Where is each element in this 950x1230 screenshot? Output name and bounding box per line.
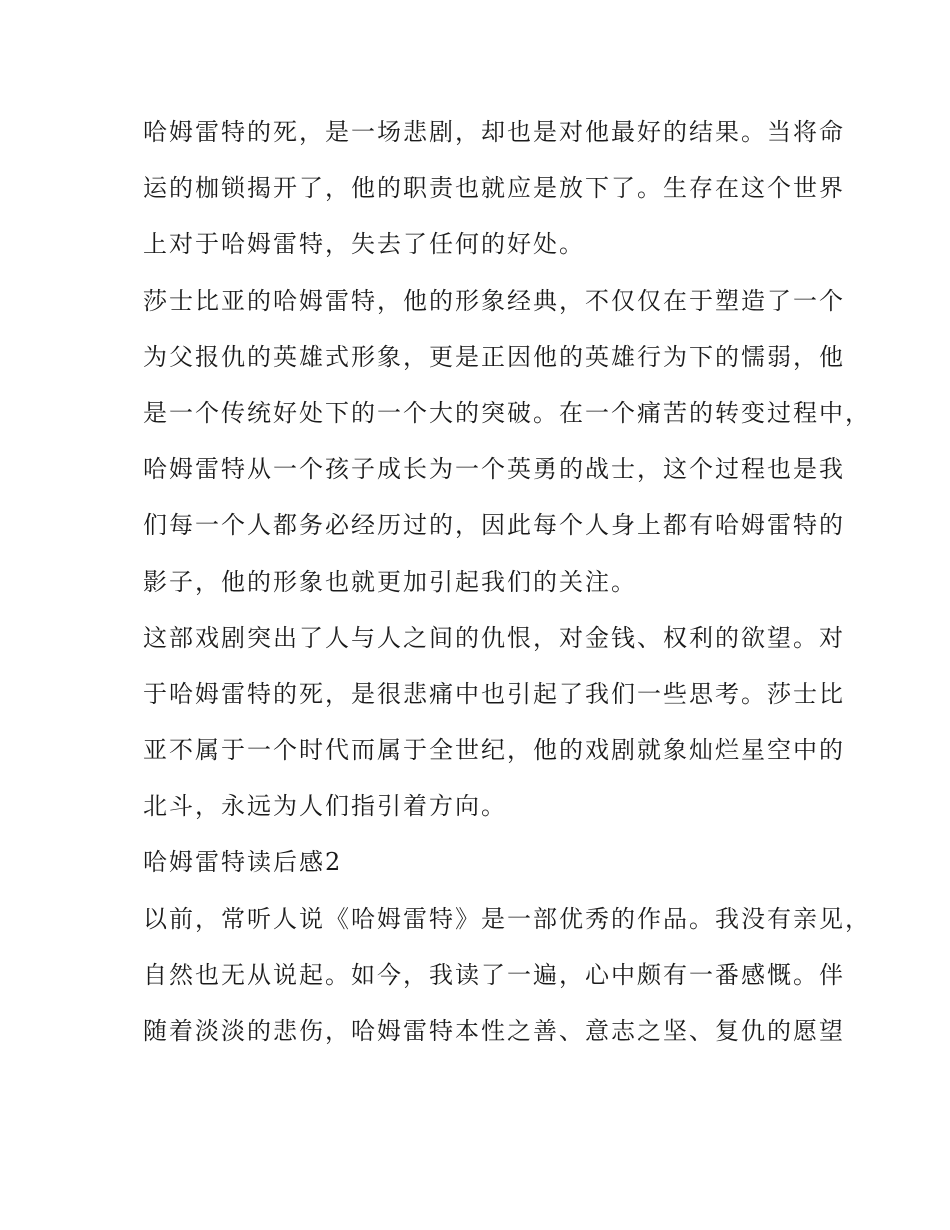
- text-line: 是一个传统好处下的一个大的突破。在一个痛苦的转变过程中，: [143, 398, 871, 427]
- text-line: 运的枷锁揭开了，他的职责也就应是放下了。生存在这个世界: [143, 174, 845, 203]
- text-line: 以前，常听人说《哈姆雷特》是一部优秀的作品。我没有亲见，: [143, 904, 871, 933]
- text-line: 为父报仇的英雄式形象，更是正因他的英雄行为下的懦弱，他: [143, 342, 845, 371]
- document-body: [143, 104, 871, 1059]
- text-line: 于哈姆雷特的死，是很悲痛中也引起了我们一些思考。莎士比: [143, 679, 845, 708]
- text-line: 们每一个人都务必经历过的，因此每个人身上都有哈姆雷特的: [143, 511, 845, 540]
- text-line: 莎士比亚的哈姆雷特，他的形象经典，不仅仅在于塑造了一个: [143, 286, 845, 315]
- section-heading: 哈姆雷特读后感2: [143, 848, 343, 877]
- text-line: 随着淡淡的悲伤，哈姆雷特本性之善、意志之坚、复仇的愿望: [143, 1017, 845, 1045]
- text-line: 自然也无从说起。如今，我读了一遍，心中颇有一番感慨。伴: [143, 960, 845, 989]
- text-line: 影子，他的形象也就更加引起我们的关注。: [143, 567, 637, 596]
- text-line: 北斗，永远为人们指引着方向。: [143, 792, 507, 821]
- text-line: 上对于哈姆雷特，失去了任何的好处。: [143, 230, 585, 259]
- text-line: 这部戏剧突出了人与人之间的仇恨，对金钱、权利的欲望。对: [143, 623, 845, 652]
- text-line: 亚不属于一个时代而属于全世纪，他的戏剧就象灿烂星空中的: [143, 736, 845, 765]
- text-line: 哈姆雷特从一个孩子成长为一个英勇的战士，这个过程也是我: [143, 455, 845, 484]
- text-line: 哈姆雷特的死，是一场悲剧，却也是对他最好的结果。当将命: [143, 118, 845, 146]
